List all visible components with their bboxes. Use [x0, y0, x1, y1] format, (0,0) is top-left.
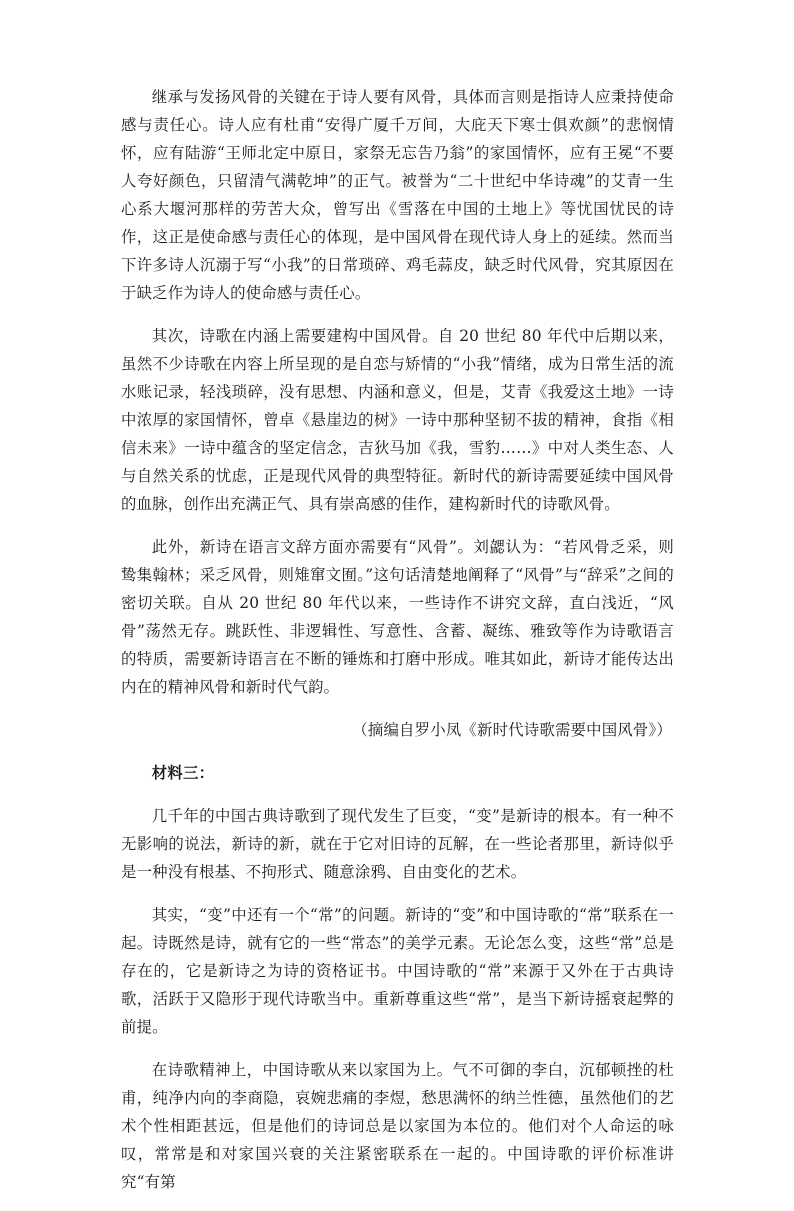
paragraph: 几千年的中国古典诗歌到了现代发生了巨变，“变”是新诗的根本。有一种不无影响的说法，新诗的新，就在于它对旧诗的瓦解，在一些论者那里，新诗似乎是一种没有根基、不拘形式、随意涂鸦、自由变化的艺术。 — [121, 807, 674, 881]
document-body — [121, 83, 674, 1211]
paragraph: 其实，“变”中还有一个“常”的问题。新诗的“变”和中国诗歌的“常”联系在一起。诗既然是诗，就有它的一些“常态”的美学元素。无论怎么变，这些“常”总是存在的，它是新诗之为诗的资格证书。中国诗歌的“常”来源于又外在于古典诗歌，活跃于又隐形于现代诗歌当中。重新尊重这些“常”，是当下新诗摇衰起弊的前提。 — [121, 906, 674, 1036]
paragraph: 在诗歌精神上，中国诗歌从来以家国为上。气不可御的李白，沉郁顿挫的杜甫，纯净内向的李商隐，哀婉悲痛的李煜，愁思满怀的纳兰性德，虽然他们的艺术个性相距甚远，但是他们的诗词总是以家国为本位的。他们对个人命运的咏叹，常常是和对家国兴衰的关注紧密联系在一起的。中国诗歌的评价标准讲究“有第 — [121, 1061, 674, 1191]
section-heading: 材料三： — [151, 764, 215, 782]
paragraph: 继承与发扬风骨的关键在于诗人要有风骨，具体而言则是指诗人应秉持使命感与责任心。诗人应有杜甫“安得广厦千万间，大庇天下寒士俱欢颜”的悲悯情怀，应有陆游“王师北定中原日，家祭无忘告乃翁”的家国情怀，应有王冕“不要人夸好颜色，只留清气满乾坤”的正气。被誉为“二十世纪中华诗魂”的艾青一生心系大堰河那样的劳苦大众，曾写出《雪落在中国的土地上》等忧国忧民的诗作，这正是使命感与责任心的体现，是中国风骨在现代诗人身上的延续。然而当下许多诗人沉溺于写“小我”的日常琐碎、鸡毛蒜皮，缺乏时代风骨，究其原因在于缺乏作为诗人的使命感与责任心。 — [121, 88, 674, 302]
source-citation: （摘编自罗小凤《新时代诗歌需要中国风骨》） — [352, 721, 672, 739]
paragraph: 其次，诗歌在内涵上需要建构中国风骨。自 20 世纪 80 年代中后期以来，虽然不少诗歌在内容上所呈现的是自恋与矫情的“小我”情绪，成为日常生活的流水账记录，轻浅琐碎，没有思想、内涵和意义，但是，艾青《我爱这土地》一诗中浓厚的家国情怀，曾卓《悬崖边的树》一诗中那种坚韧不拔的精神，食指《相信未来》一诗中蕴含的坚定信念，吉狄马加《我，雪豹……》中对人类生态、人与自然关系的忧虑，正是现代风骨的典型特征。新时代的新诗需要延续中国风骨的血脉，创作出充满正气、具有崇高感的佳作，建构新时代的诗歌风骨。 — [121, 327, 674, 513]
paragraph: 此外，新诗在语言文辞方面亦需要有“风骨”。刘勰认为：“若风骨乏采，则鸷集翰林；采乏风骨，则雉窜文囿。”这句话清楚地阐释了“风骨”与“辞采”之间的密切关联。自从 20 世纪 80 年代以来，一些诗作不讲究文辞，直白浅近，“风骨”荡然无存。跳跃性、非逻辑性、写意性、含蓄、凝练、雅致等作为诗歌语言的特质，需要新诗语言在不断的锤炼和打磨中形成。唯其如此，新诗才能传达出内在的精神风骨和新时代气韵。 — [121, 538, 674, 696]
